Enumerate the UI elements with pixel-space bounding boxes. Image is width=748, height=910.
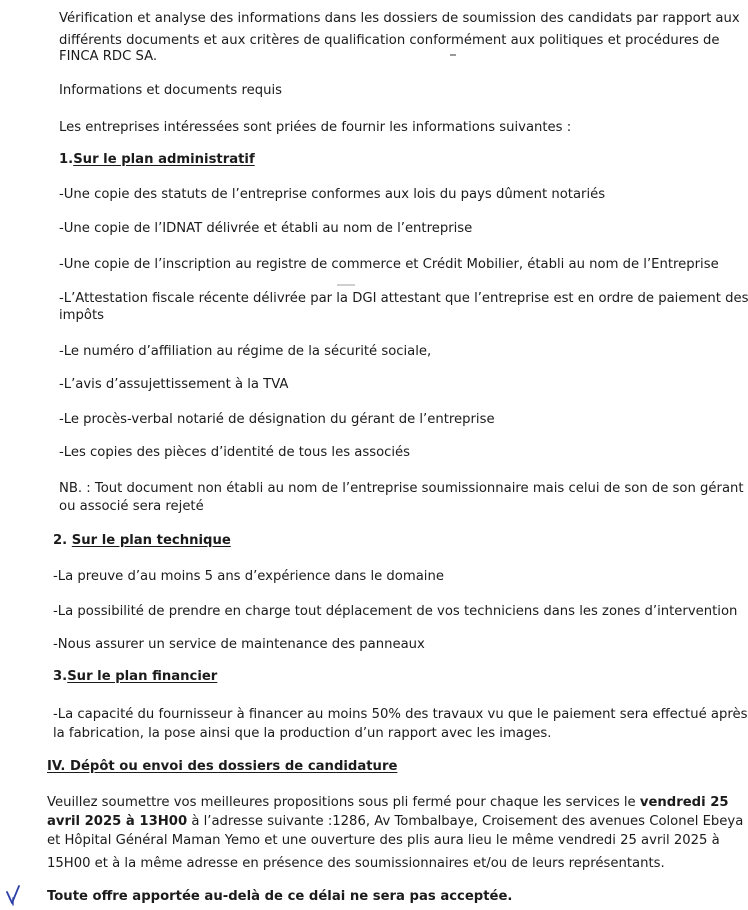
depot-deadline-time: avril 2025 à 13H00 [47, 814, 188, 829]
fin-line-1: -La capacité du fournisseur à financer au moins 50% des travaux vu que le paiement sera effectué après [53, 707, 748, 722]
final-notice: Toute offre apportée au-delà de ce délai ne sera pas acceptée. [47, 889, 513, 904]
admin-item: -Les copies des pièces d’identité de tous les associés [59, 445, 411, 460]
scan-mark [337, 284, 355, 286]
admin-item: -Une copie des statuts de l’entreprise conformes aux lois du pays dûment notariés [59, 187, 606, 202]
admin-item: -Le procès-verbal notarié de désignation du gérant de l’entreprise [59, 412, 495, 427]
fin-heading-title: Sur le plan financier [67, 669, 218, 684]
depot-line-2 [47, 811, 743, 832]
intro-line-2: différents documents et aux critères de qualification conformément aux politiques et procédures de [59, 33, 720, 48]
fin-line-2: la fabrication, la pose ainsi que la production d’un rapport avec les images. [53, 726, 552, 741]
tech-heading-number: 2. [53, 533, 68, 548]
depot-line-4: 15H00 et à la même adresse en présence des soumissionnaires et/ou de leurs représentants. [47, 856, 665, 871]
admin-item: -Une copie de l’inscription au registre de commerce et Crédit Mobilier, établi au nom de l’Entreprise [59, 257, 719, 272]
depot-address: à l’adresse suivante :1286, Av Tombalbaye, Croisement des avenues Colonel Ebeya [187, 814, 744, 829]
fin-heading [53, 666, 217, 687]
tech-item: -Nous assurer un service de maintenance des panneaux [53, 637, 425, 652]
scan-mark [450, 54, 456, 56]
admin-item: -Le numéro d’affiliation au régime de la sécurité sociale, [59, 344, 432, 359]
admin-item: -L’Attestation fiscale récente délivrée par la DGI attestant que l’entreprise est en ordre de paiement des [59, 291, 748, 306]
admin-item: -Une copie de l’IDNAT délivrée et établi au nom de l’entreprise [59, 221, 473, 236]
admin-item: -L’avis d’assujettissement à la TVA [59, 377, 289, 392]
depot-text: Veuillez soumettre vos meilleures propositions sous pli fermé pour chaque les services le [47, 795, 640, 810]
admin-heading-number: 1. [59, 152, 74, 167]
tech-item: -La preuve d’au moins 5 ans d’expérience dans le domaine [53, 569, 444, 584]
depot-line-1 [47, 792, 729, 813]
info-title: Informations et documents requis [59, 83, 282, 98]
depot-line-3: et Hôpital Général Maman Yemo et une ouverture des plis aura lieu le même vendredi 25 avril 2025 à [47, 833, 720, 848]
fin-heading-number: 3. [53, 669, 68, 684]
intro-line-3: FINCA RDC SA. [59, 49, 158, 64]
tech-heading-title: Sur le plan technique [71, 533, 231, 548]
nb-note-line-1: NB. : Tout document non établi au nom de l’entreprise soumissionnaire mais celui de son de son gérant [59, 481, 744, 496]
admin-heading [59, 149, 255, 170]
admin-heading-title: Sur le plan administratif [73, 152, 255, 167]
tech-heading [53, 530, 231, 551]
intro-line-1: Vérification et analyse des informations dans les dossiers de soumission des candidats par rapport aux [59, 11, 740, 26]
tech-item: -La possibilité de prendre en charge tout déplacement de vos techniciens dans les zones d’intervention [53, 604, 738, 619]
admin-item-continuation: impôts [59, 308, 104, 323]
info-lead: Les entreprises intéressées sont priées de fournir les informations suivantes : [59, 120, 572, 135]
nb-note-line-2: ou associé sera rejeté [59, 499, 204, 514]
handwritten-check-mark-icon [4, 884, 22, 906]
depot-deadline-day: vendredi 25 [639, 795, 729, 810]
depot-heading: IV. Dépôt ou envoi des dossiers de candidature [47, 759, 398, 774]
